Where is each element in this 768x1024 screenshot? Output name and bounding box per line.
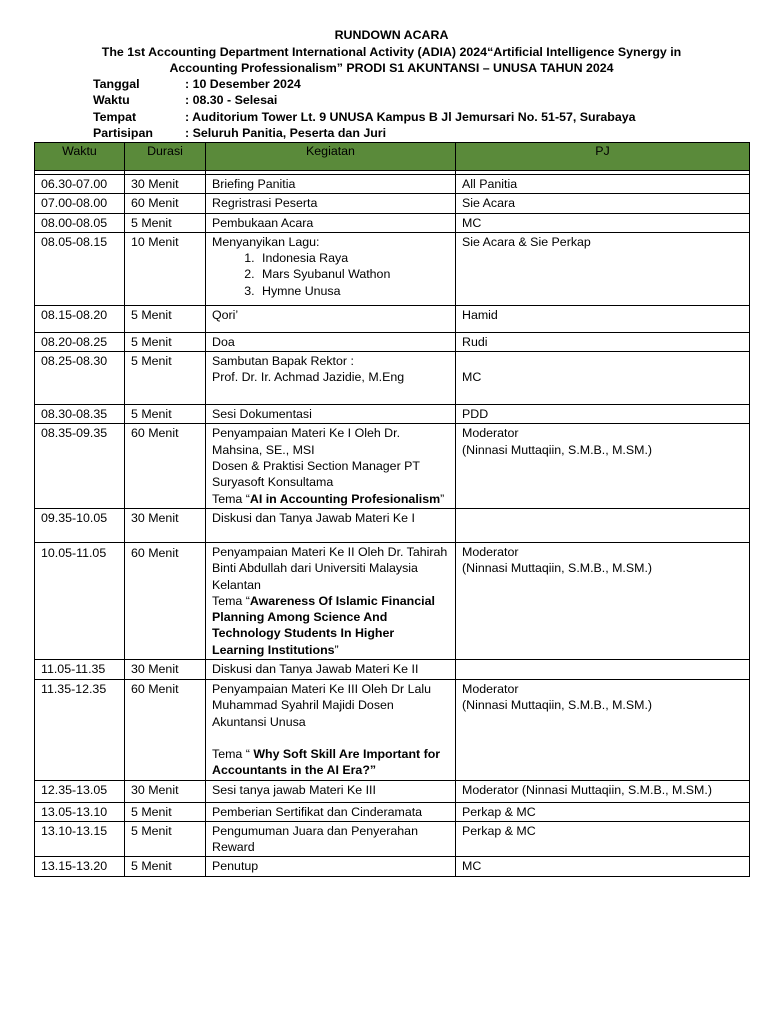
tema-title: Why Soft Skill Are Important for Accountants in the AI Era?” (212, 746, 441, 778)
cell-pj: Perkap & MC (456, 802, 750, 821)
cell-durasi (125, 542, 206, 659)
table-row (35, 508, 750, 542)
info-key: Tanggal (93, 77, 140, 91)
kegiatan-text: Penyampaian Materi Ke III Oleh Dr Lalu Muhammad Syahril Majidi Dosen Akuntansi Unusa (212, 682, 432, 729)
table-header-row (35, 143, 750, 171)
table-row (35, 857, 750, 876)
kegiatan-text: Menyanyikan Lagu: (212, 234, 320, 249)
cell-kegiatan (206, 680, 456, 780)
speaker-name: Prof. Dr. Ir. Achmad Jazidie, M.Eng (212, 370, 405, 385)
table-row (35, 213, 750, 232)
cell-waktu: 11.35-12.35 (35, 680, 125, 780)
cell-pj: PDD (456, 405, 750, 424)
tema-line (212, 491, 449, 507)
column-header-kegiatan: Kegiatan (206, 143, 456, 171)
tema-suffix: ” (440, 491, 445, 506)
cell-kegiatan: Sesi tanya jawab Materi Ke III (206, 780, 456, 802)
table-row (35, 660, 750, 680)
cell-waktu (35, 542, 125, 659)
song-list (212, 250, 449, 299)
rundown-table (34, 142, 750, 877)
table-row (35, 542, 750, 659)
tema-line (212, 593, 449, 658)
kegiatan-text: Penyampaian Materi Ke II Oleh Dr. Tahirah Binti Abdullah dari Universiti Malaysia Kelantan (212, 544, 448, 592)
table-row (35, 680, 750, 780)
cell-waktu: 13.10-13.15 (35, 821, 125, 857)
cell-waktu: 12.35-13.05 (35, 780, 125, 802)
cell-kegiatan: Pembukaan Acara (206, 213, 456, 232)
cell-durasi: 5 Menit (125, 352, 206, 405)
cell-kegiatan: Doa (206, 332, 456, 351)
table-row (35, 780, 750, 802)
cell-kegiatan (206, 352, 456, 405)
cell-durasi: 5 Menit (125, 213, 206, 232)
cell-kegiatan: Diskusi dan Tanya Jawab Materi Ke II (206, 660, 456, 680)
kegiatan-text: Penyampaian Materi Ke I Oleh Dr. Mahsina, SE., MSI (212, 426, 401, 457)
cell-pj (456, 352, 750, 405)
cell-waktu: 13.15-13.20 (35, 857, 125, 876)
cell-durasi: 30 Menit (125, 780, 206, 802)
table-row (35, 352, 750, 405)
kegiatan-text: Sambutan Bapak Rektor : (212, 354, 354, 369)
cell-kegiatan: Pemberian Sertifikat dan Cinderamata (206, 802, 456, 821)
info-row-tanggal (93, 76, 636, 92)
cell-kegiatan: Pengumuman Juara dan Penyerahan Reward (206, 821, 456, 857)
cell-kegiatan (206, 232, 456, 305)
cell-kegiatan: Sesi Dokumentasi (206, 405, 456, 424)
table-row (35, 424, 750, 508)
tema-line (212, 746, 449, 779)
pj-text: Moderator (462, 682, 519, 697)
table-row (35, 821, 750, 857)
tema-suffix: ” (334, 642, 339, 657)
cell-waktu: 09.35-10.05 (35, 508, 125, 542)
info-row-tempat (93, 109, 636, 125)
info-key: Partisipan (93, 125, 153, 140)
info-value: : 10 Desember 2024 (185, 77, 301, 91)
tema-prefix: Tema “ (212, 593, 250, 608)
cell-durasi: 5 Menit (125, 305, 206, 332)
cell-waktu: 08.05-08.15 (35, 232, 125, 305)
info-value: : Seluruh Panitia, Peserta dan Juri (185, 125, 387, 140)
cell-durasi: 60 Menit (125, 424, 206, 508)
info-value: : Auditorium Tower Lt. 9 UNUSA Kampus B Jl Jemursari No. 51-57, Surabaya (185, 109, 636, 124)
cell-waktu: 08.20-08.25 (35, 332, 125, 351)
cell-durasi: 5 Menit (125, 332, 206, 351)
cell-durasi: 5 Menit (125, 802, 206, 821)
cell-waktu: 08.25-08.30 (35, 352, 125, 405)
cell-pj: Sie Acara (456, 194, 750, 213)
cell-durasi: 30 Menit (125, 660, 206, 680)
event-info (93, 76, 636, 141)
pj-moderator-name: (Ninnasi Muttaqiin, S.M.B., M.SM.) (462, 698, 653, 713)
table-row (35, 194, 750, 213)
cell-pj: Moderator (Ninnasi Muttaqiin, S.M.B., M.SM.) (456, 780, 750, 802)
table-row (35, 305, 750, 332)
table-row (35, 405, 750, 424)
cell-pj (456, 424, 750, 508)
cell-durasi: 30 Menit (125, 508, 206, 542)
info-row-partisipan (93, 125, 636, 141)
cell-waktu: 06.30-07.00 (35, 175, 125, 194)
cell-pj (456, 660, 750, 680)
waktu-text: 10.05-11.05 (41, 545, 107, 560)
song-item: 1. Indonesia Raya (258, 250, 449, 266)
pj-moderator-name: (Ninnasi Muttaqiin, S.M.B., M.SM.) (462, 442, 653, 457)
tema-prefix: Tema “ (212, 746, 254, 761)
table-row (35, 175, 750, 194)
pj-moderator-name: (Ninnasi Muttaqiin, S.M.B., M.SM.) (462, 561, 653, 576)
cell-kegiatan (206, 424, 456, 508)
cell-waktu: 07.00-08.00 (35, 194, 125, 213)
cell-pj (456, 508, 750, 542)
cell-waktu: 08.30-08.35 (35, 405, 125, 424)
info-key: Waktu (93, 93, 130, 108)
durasi-text: 60 Menit (131, 545, 179, 560)
song-item: 2. Mars Syubanul Wathon (258, 266, 449, 282)
table-row (35, 802, 750, 821)
pj-text: Moderator (462, 544, 519, 559)
cell-waktu: 08.15-08.20 (35, 305, 125, 332)
cell-pj: Hamid (456, 305, 750, 332)
tema-title: AI in Accounting Profesionalism (249, 491, 441, 506)
cell-pj: Rudi (456, 332, 750, 351)
column-header-durasi: Durasi (125, 143, 206, 171)
info-key: Tempat (93, 109, 137, 124)
cell-durasi: 10 Menit (125, 232, 206, 305)
speaker-description: Dosen & Praktisi Section Manager PT Suryasoft Konsultama (212, 459, 420, 490)
cell-durasi: 5 Menit (125, 857, 206, 876)
tema-prefix: Tema “ (212, 491, 250, 506)
cell-durasi: 5 Menit (125, 821, 206, 857)
tema-title: Awareness Of Islamic Financial Planning Among Science And Technology Students In Higher Learning Institutions (212, 593, 435, 657)
cell-durasi: 5 Menit (125, 405, 206, 424)
cell-pj: Sie Acara & Sie Perkap (456, 232, 750, 305)
table-row (35, 332, 750, 351)
cell-pj (456, 542, 750, 659)
cell-waktu: 11.05-11.35 (35, 660, 125, 680)
cell-kegiatan: Penutup (206, 857, 456, 876)
cell-durasi: 60 Menit (125, 680, 206, 780)
cell-kegiatan: Regristrasi Peserta (206, 194, 456, 213)
song-item: 3. Hymne Unusa (258, 283, 449, 299)
cell-waktu: 13.05-13.10 (35, 802, 125, 821)
table-row (35, 232, 750, 305)
document-subtitle-line-1: The 1st Accounting Department International Activity (ADIA) 2024“Artificial Intelligence Synergy in (101, 44, 682, 59)
pj-text: MC (462, 370, 482, 385)
column-header-pj: PJ (456, 143, 750, 171)
cell-pj: All Panitia (456, 175, 750, 194)
cell-kegiatan (206, 542, 456, 659)
cell-waktu: 08.35-09.35 (35, 424, 125, 508)
column-header-waktu: Waktu (35, 143, 125, 171)
cell-pj: MC (456, 857, 750, 876)
cell-pj: MC (456, 213, 750, 232)
document-title: RUNDOWN ACARA (334, 28, 449, 42)
cell-kegiatan: Briefing Panitia (206, 175, 456, 194)
cell-kegiatan: Diskusi dan Tanya Jawab Materi Ke I (206, 508, 456, 542)
info-value: : 08.30 - Selesai (185, 93, 278, 108)
document-subtitle-line-2: Accounting Professionalism” PRODI S1 AKUNTANSI – UNUSA TAHUN 2024 (169, 61, 614, 75)
cell-waktu: 08.00-08.05 (35, 213, 125, 232)
cell-kegiatan: Qori’ (206, 305, 456, 332)
info-row-waktu (93, 92, 636, 108)
pj-text: Moderator (462, 426, 519, 441)
cell-durasi: 60 Menit (125, 194, 206, 213)
cell-durasi: 30 Menit (125, 175, 206, 194)
cell-pj (456, 680, 750, 780)
cell-pj: Perkap & MC (456, 821, 750, 857)
document-header (34, 27, 749, 77)
